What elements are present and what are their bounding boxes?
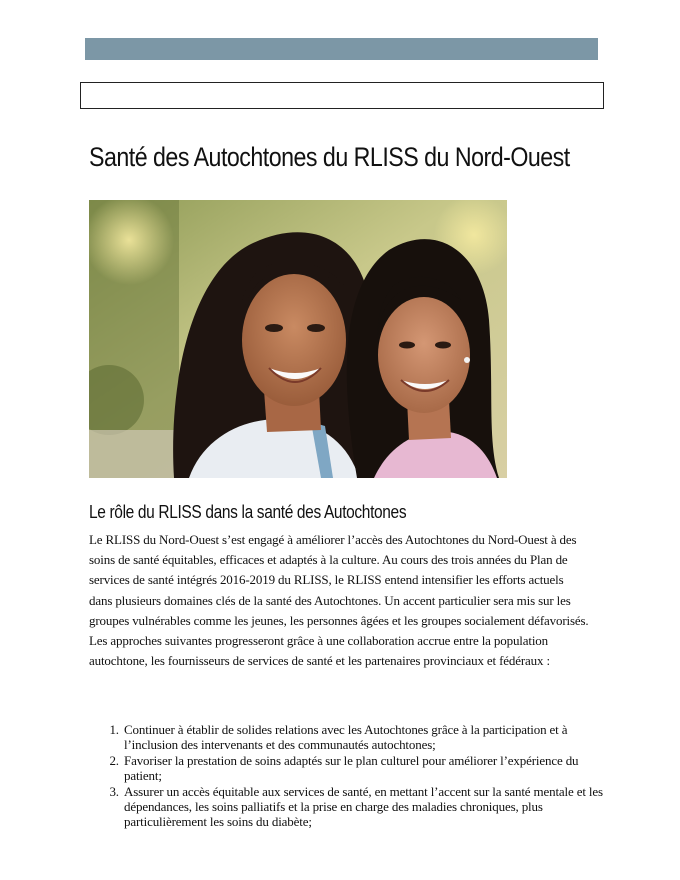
list-item: 1. Continuer à établir de solides relations avec les Autochtones grâce à la participation et à l’inclusion des intervenants et des communautés autochtones; <box>122 722 608 753</box>
section-heading: Le rôle du RLISS dans la santé des Autochtones <box>89 502 407 522</box>
list-item: 2. Favoriser la prestation de soins adaptés sur le plan culturel pour améliorer l’expérience du patient; <box>122 753 608 784</box>
page-title: Santé des Autochtones du RLISS du Nord-Ouest <box>89 142 570 172</box>
photo-two-smiling-women <box>89 200 507 478</box>
goals-list <box>102 722 608 830</box>
header-color-bar <box>85 38 598 60</box>
list-item: 3. Assurer un accès équitable aux services de santé, en mettant l’accent sur la santé mentale et les dépendances, les soins palliatifs et la prise en charge des maladies chroniques, plus particulièrement les soins du diabète; <box>122 784 608 830</box>
photo-illustration <box>89 200 507 478</box>
intro-paragraph: Le RLISS du Nord-Ouest s’est engagé à améliorer l’accès des Autochtones du Nord-Ouest à des soins de santé équitables, efficaces et adaptés à la culture. Au cours des trois années du Plan de services de santé intégrés 2016-2019 du RLISS, le RLISS entend intensifier les efforts actuels dans plusieurs domaines clés de la santé des Autochtones. Un accent particulier sera mis sur les groupes vulnérables comme les jeunes, les personnes âgées et les groupes socialement défavorisés. Les approches suivantes progresseront grâce à une collaboration accrue entre la population autochtone, les fournisseurs de services de santé et les partenaires provinciaux et fédéraux : <box>89 532 589 669</box>
header-box <box>80 82 604 109</box>
